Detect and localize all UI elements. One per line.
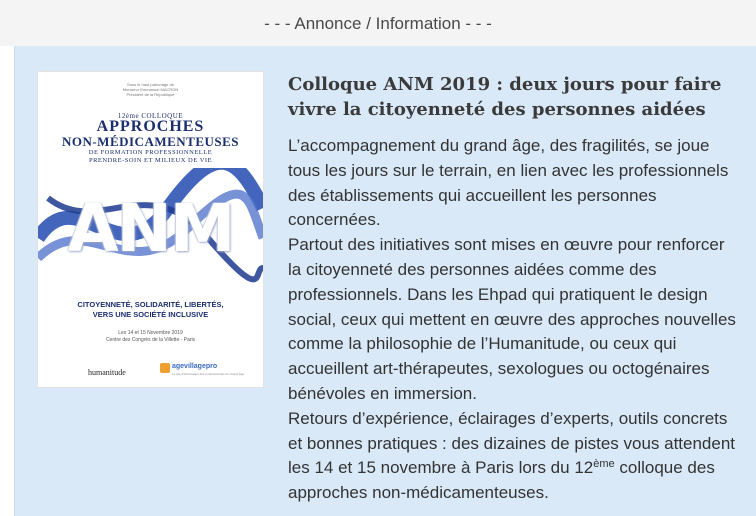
poster-title-2: NON-MÉDICAMENTEUSES — [61, 134, 240, 149]
poster-title-1: APPROCHES — [96, 118, 205, 135]
announcement-bar — [0, 0, 756, 46]
article-body — [288, 134, 740, 506]
poster-edition: 12ème COLLOQUE — [117, 112, 184, 120]
announcement-label: - - - Annonce / Information - - - — [264, 14, 492, 33]
paragraph-3-text: Retours d’expérience, éclairages d’experts, outils concrets et bonnes pratiques : des dizaines de pistes vous attendent les 14 et 15 novembre à Paris lors du 12 — [288, 408, 736, 478]
agevillagepro-logo-icon — [160, 363, 170, 373]
agevillagepro-logo: agevillagepro — [172, 363, 218, 370]
poster-date: Les 14 et 15 Novembre 2019 — [118, 330, 183, 336]
agevillagepro-tagline: Le site d'information des professionnels du Grand Âge — [172, 372, 245, 376]
poster-patronage-3: Président de la République — [126, 92, 175, 97]
paragraph-3-end: colloque des approches non-médicamenteuses. — [288, 458, 715, 503]
poster-tagline-2: VERS UNE SOCIÉTÉ INCLUSIVE — [92, 310, 209, 319]
article-paragraph-2: Partout des initiatives sont mises en œuvre pour renforcer la citoyenneté des personnes aidées comme des professionnels. Dans les Ehpad qui pratiquent le design social, ceux qui mettent en œuvre des approches nouvelles comme la philosophie de l’Humanitude, ou ceux qui accueillent art-thérapeutes, sexologues ou octogénaires bénévoles en immersion. — [288, 235, 736, 403]
poster-patronage-2: Monsieur Emmanuel MACRON — [122, 87, 179, 92]
ordinal-suffix: ème — [593, 458, 615, 471]
article-title[interactable]: Colloque ANM 2019 : deux jours pour faire vivre la citoyenneté des personnes aidées — [288, 74, 722, 120]
poster-subtitle-1: DE FORMATION PROFESSIONNELLE — [88, 149, 213, 156]
poster-venue: Centre des Congrès de la Villette - Paris — [105, 337, 196, 343]
poster-patronage-1: Sous le haut patronage de — [127, 82, 174, 87]
poster-subtitle-2: PRENDRE-SOIN ET MILIEUX DE VIE — [88, 157, 213, 164]
poster-tagline-1: CITOYENNETÉ, SOLIDARITÉ, LIBERTÉS, — [77, 300, 224, 309]
colloque-poster-image[interactable] — [38, 72, 263, 387]
humanitude-logo: humanitude — [88, 368, 126, 377]
article-paragraph-3 — [288, 407, 740, 506]
poster-anm-logo: ANM — [67, 190, 234, 267]
article-paragraph-1: L’accompagnement du grand âge, des fragilités, se joue tous les jours sur le terrain, en lien avec les professionnels des établissements qui accueillent les personnes concernées. — [288, 136, 729, 230]
